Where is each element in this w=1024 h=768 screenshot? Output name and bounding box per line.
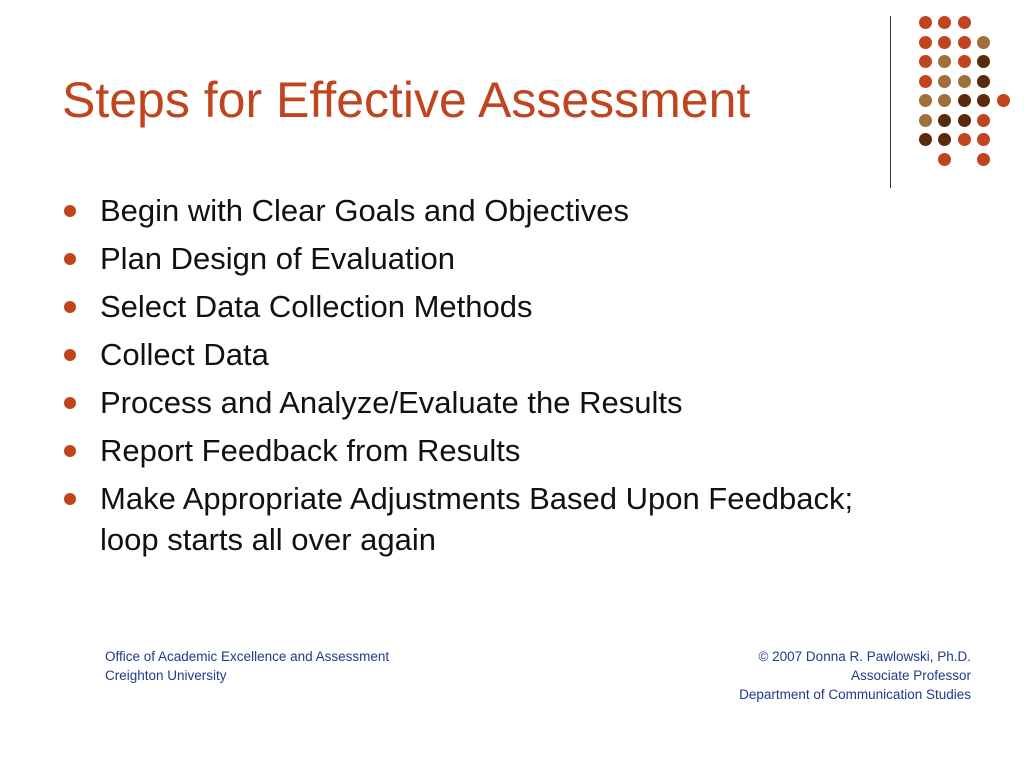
footer-position: Associate Professor	[850, 668, 971, 683]
dot-icon	[919, 55, 932, 68]
dot-icon	[977, 94, 990, 107]
dot-icon	[919, 114, 932, 127]
dot-icon	[938, 75, 951, 88]
bullet-dot-icon	[64, 349, 76, 361]
title-divider	[890, 16, 891, 188]
dot-icon	[997, 94, 1010, 107]
bullet-text: Process and Analyze/Evaluate the Results	[100, 385, 683, 420]
dot-icon	[977, 75, 990, 88]
footer-right	[739, 647, 971, 704]
bullet-text: Collect Data	[100, 337, 269, 372]
bullet-text: Select Data Collection Methods	[100, 289, 533, 324]
footer-copyright: © 2007 Donna R. Pawlowski, Ph.D.	[758, 649, 971, 664]
dot-icon	[958, 16, 971, 29]
list-item	[62, 190, 892, 231]
dot-icon	[919, 75, 932, 88]
footer-left	[105, 647, 389, 685]
dot-icon	[938, 133, 951, 146]
list-item	[62, 238, 892, 279]
dot-icon	[958, 94, 971, 107]
list-item	[62, 286, 892, 327]
bullet-text: Make Appropriate Adjustments Based Upon Feedback; loop starts all over again	[100, 481, 854, 557]
dot-icon	[919, 94, 932, 107]
dot-icon	[938, 94, 951, 107]
footer-department: Department of Communication Studies	[739, 687, 971, 702]
dot-icon	[977, 36, 990, 49]
bullet-text: Report Feedback from Results	[100, 433, 521, 468]
bullet-dot-icon	[64, 445, 76, 457]
list-item	[62, 382, 892, 423]
footer-university: Creighton University	[105, 668, 227, 683]
bullet-dot-icon	[64, 301, 76, 313]
dot-icon	[958, 114, 971, 127]
footer-office: Office of Academic Excellence and Assessment	[105, 649, 390, 664]
dot-icon	[938, 36, 951, 49]
dot-icon	[919, 16, 932, 29]
dot-icon	[958, 75, 971, 88]
dot-icon	[977, 153, 990, 166]
dot-icon	[938, 153, 951, 166]
bullet-text: Plan Design of Evaluation	[100, 241, 456, 276]
slide-title: Steps for Effective Assessment	[62, 72, 751, 128]
dot-icon	[977, 55, 990, 68]
list-item	[62, 478, 892, 560]
bullet-dot-icon	[64, 493, 76, 505]
dot-icon	[977, 114, 990, 127]
bullet-list	[62, 190, 892, 567]
dot-icon	[977, 133, 990, 146]
dot-icon	[938, 114, 951, 127]
bullet-text: Begin with Clear Goals and Objectives	[100, 193, 629, 228]
dot-icon	[958, 133, 971, 146]
list-item	[62, 430, 892, 471]
dot-icon	[958, 36, 971, 49]
dot-icon	[938, 16, 951, 29]
bullet-dot-icon	[64, 205, 76, 217]
dot-icon	[919, 133, 932, 146]
list-item	[62, 334, 892, 375]
bullet-dot-icon	[64, 253, 76, 265]
bullet-dot-icon	[64, 397, 76, 409]
dot-icon	[938, 55, 951, 68]
dot-icon	[919, 36, 932, 49]
dot-icon	[958, 55, 971, 68]
